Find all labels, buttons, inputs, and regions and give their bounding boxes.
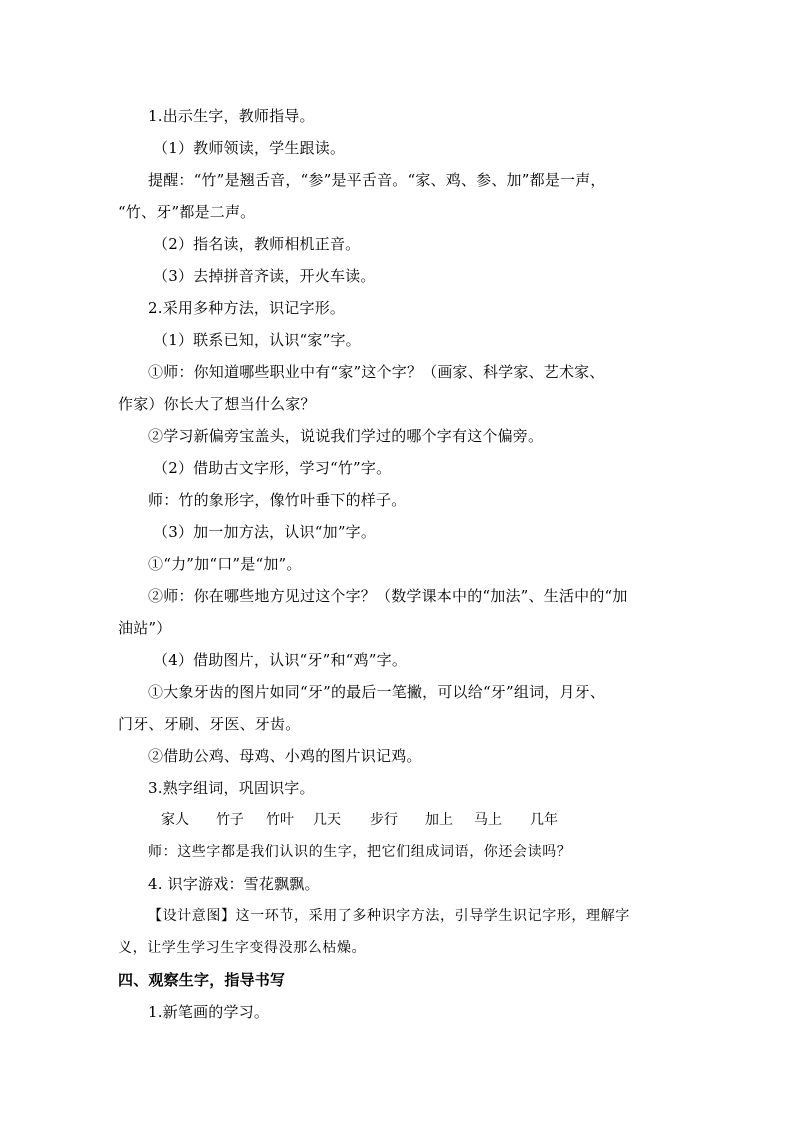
step-1-item-2: （2）指名读，教师相机正音。 xyxy=(153,235,361,253)
jia-question-line-1: ①师：你知道哪些职业中有“家”这个字？（画家、科学家、艺术家、 xyxy=(148,363,605,381)
jia-question-line-2: 作家）你长大了想当什么家？ xyxy=(118,395,316,413)
step-2-heading: 2.采用多种方法，识记字形。 xyxy=(148,299,346,317)
word-item: 竹子 xyxy=(216,812,244,828)
ji-line: ②借助公鸡、母鸡、小鸡的图片识记鸡。 xyxy=(148,747,422,765)
teacher-prompt: 师：这些字都是我们认识的生字，把它们组成词语，你还会读吗？ xyxy=(148,844,572,860)
word-item: 马上 xyxy=(474,812,502,828)
word-item: 加上 xyxy=(425,812,453,828)
word-item: 步行 xyxy=(370,812,398,828)
word-item: 几年 xyxy=(530,812,558,828)
step-1-item-1: （1）教师领读，学生跟读。 xyxy=(153,139,346,157)
ya-line-1: ①大象牙齿的图片如同“牙”的最后一笔撇，可以给“牙”组词，月牙、 xyxy=(148,683,606,701)
reminder-line-1: 提醒：“竹”是翘舌音，“参”是平舌音。“家、鸡、参、加”都是一声， xyxy=(148,171,606,189)
jia-usage-line-2: 油站”） xyxy=(118,619,172,637)
word-item: 竹叶 xyxy=(266,812,294,828)
jia-usage-line-1: ②师：你在哪些地方见过这个字？（数学课本中的“加法”、生活中的“加 xyxy=(148,587,628,605)
step-4-heading: 4. 识字游戏：雪花飘飘。 xyxy=(148,875,320,893)
jia-composition: ①“力”加“口”是“加”。 xyxy=(148,555,302,573)
word-item: 几天 xyxy=(313,812,341,828)
design-intent-line-1: 【设计意图】这一环节，采用了多种识字方法，引导学生识记字形，理解字 xyxy=(148,908,630,924)
step-1-heading: 1.出示生字，教师指导。 xyxy=(148,107,315,125)
reminder-line-2: “竹、牙”都是二声。 xyxy=(118,203,256,221)
design-intent-line-2: 义，让学生学习生字变得没那么枯燥。 xyxy=(118,940,367,956)
new-strokes-heading: 1.新笔画的学习。 xyxy=(148,1003,270,1021)
step-3-heading: 3.熟字组词，巩固识字。 xyxy=(148,779,315,797)
radical-line: ②学习新偏旁宝盖头，说说我们学过的哪个字有这个偏旁。 xyxy=(148,427,544,445)
step-2-item-3: （3）加一加方法，认识“加”字。 xyxy=(153,523,377,541)
section-4-heading: 四、观察生字，指导书写 xyxy=(118,971,286,989)
step-2-item-4: （4）借助图片，认识“牙”和“鸡”字。 xyxy=(153,651,408,669)
zhu-explanation: 师：竹的象形字，像竹叶垂下的样子。 xyxy=(148,491,407,509)
step-1-item-3: （3）去掉拼音齐读，开火车读。 xyxy=(153,267,376,285)
word-item: 家人 xyxy=(161,812,189,828)
step-2-item-2: （2）借助古文字形，学习“竹”字。 xyxy=(153,459,392,477)
ya-line-2: 门牙、牙刷、牙医、牙齿。 xyxy=(118,715,301,733)
step-2-item-1: （1）联系已知，认识“家”字。 xyxy=(153,331,361,349)
